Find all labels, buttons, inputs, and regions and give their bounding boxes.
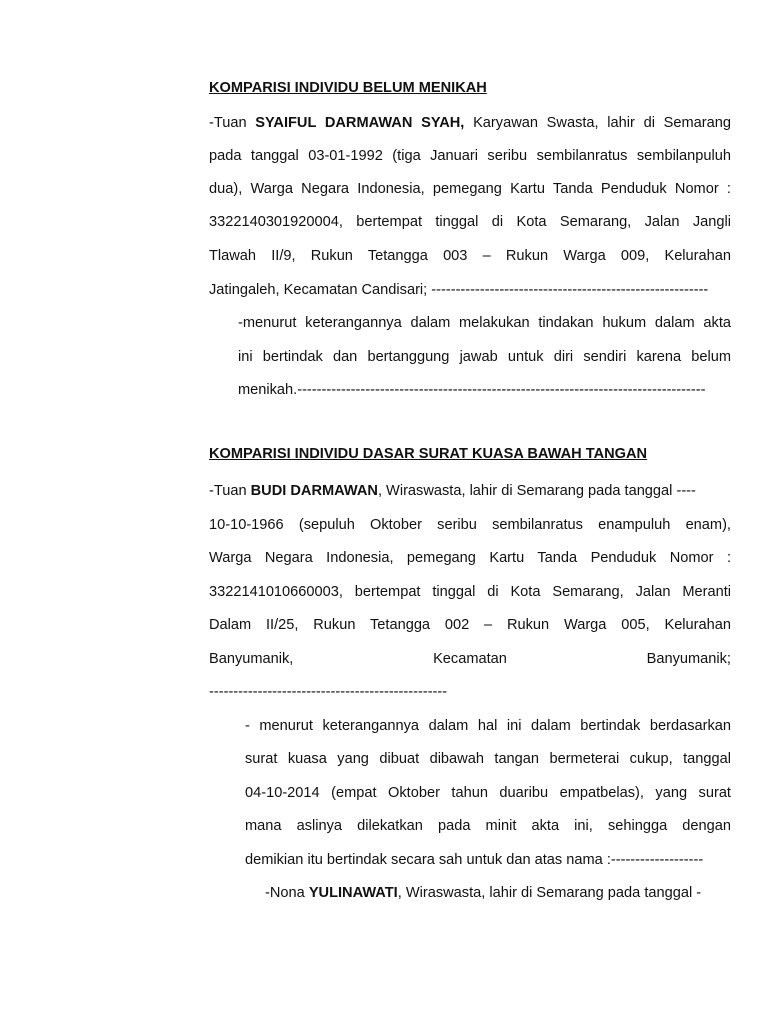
paragraph-line: [209, 649, 731, 669]
paragraph-line: [209, 481, 731, 501]
statement-line: menikah.------------------------------------------------------------------------------------: [238, 382, 706, 398]
text-word: Banyumanik;: [646, 651, 731, 667]
paragraph-line: Dalam II/25, Rukun Tetangga 002 – Rukun Warga 005, Kelurahan: [209, 617, 731, 633]
person-name: SYAIFUL DARMAWAN SYAH,: [255, 115, 465, 131]
paragraph-line: 10-10-1966 (sepuluh Oktober seribu sembilanratus enampuluh enam),: [209, 517, 731, 533]
paragraph-line: Warga Negara Indonesia, pemegang Kartu Tanda Penduduk Nomor :: [209, 550, 731, 566]
paragraph-line: 3322141010660003, bertempat tinggal di Kota Semarang, Jalan Meranti: [209, 584, 731, 600]
section-heading-belum-menikah: KOMPARISI INDIVIDU BELUM MENIKAH: [209, 80, 487, 96]
statement-line: demikian itu bertindak secara sah untuk dan atas nama :-------------------: [245, 852, 704, 868]
text-suffix: Karyawan Swasta, lahir di Semarang: [464, 115, 731, 131]
text-word: Banyumanik,: [209, 651, 294, 667]
paragraph-line: [209, 113, 731, 133]
paragraph-line: 3322140301920004, bertempat tinggal di Kota Semarang, Jalan Jangli: [209, 214, 731, 230]
statement-line: surat kuasa yang dibuat dibawah tangan bermeterai cukup, tanggal: [245, 751, 731, 767]
text-suffix: , Wiraswasta, lahir di Semarang pada tanggal ----: [377, 483, 696, 499]
text-prefix: -Tuan: [209, 115, 256, 131]
text-prefix: -Nona: [265, 885, 309, 901]
section-heading-surat-kuasa: KOMPARISI INDIVIDU DASAR SURAT KUASA BAWAH TANGAN: [209, 446, 648, 462]
statement-line: -menurut keterangannya dalam melakukan tindakan hukum dalam akta: [238, 315, 731, 331]
sub-party-line: [265, 883, 731, 903]
statement-line: ini bertindak dan bertanggung jawab untuk diri sendiri karena belum: [238, 349, 731, 365]
text-word: Kecamatan: [433, 651, 507, 667]
dash-line: -------------------------------------------------: [209, 684, 448, 700]
paragraph-line: pada tanggal 03-01-1992 (tiga Januari seribu sembilanratus sembilanpuluh: [209, 148, 731, 164]
statement-line: 04-10-2014 (empat Oktober tahun duaribu empatbelas), yang surat: [245, 785, 731, 801]
person-name: YULINAWATI: [308, 885, 398, 901]
paragraph-line: dua), Warga Negara Indonesia, pemegang Kartu Tanda Penduduk Nomor :: [209, 181, 731, 197]
text-prefix: -Tuan: [209, 483, 251, 499]
paragraph-line: Tlawah II/9, Rukun Tetangga 003 – Rukun Warga 009, Kelurahan: [209, 248, 731, 264]
person-name: BUDI DARMAWAN: [250, 483, 378, 499]
paragraph-line: Jatingaleh, Kecamatan Candisari; ---------------------------------------------------------: [209, 282, 709, 298]
statement-line: mana aslinya dilekatkan pada minit akta ini, sehingga dengan: [245, 818, 731, 834]
text-suffix: , Wiraswasta, lahir di Semarang pada tanggal -: [397, 885, 702, 901]
statement-line: - menurut keterangannya dalam hal ini dalam bertindak berdasarkan: [245, 718, 731, 734]
